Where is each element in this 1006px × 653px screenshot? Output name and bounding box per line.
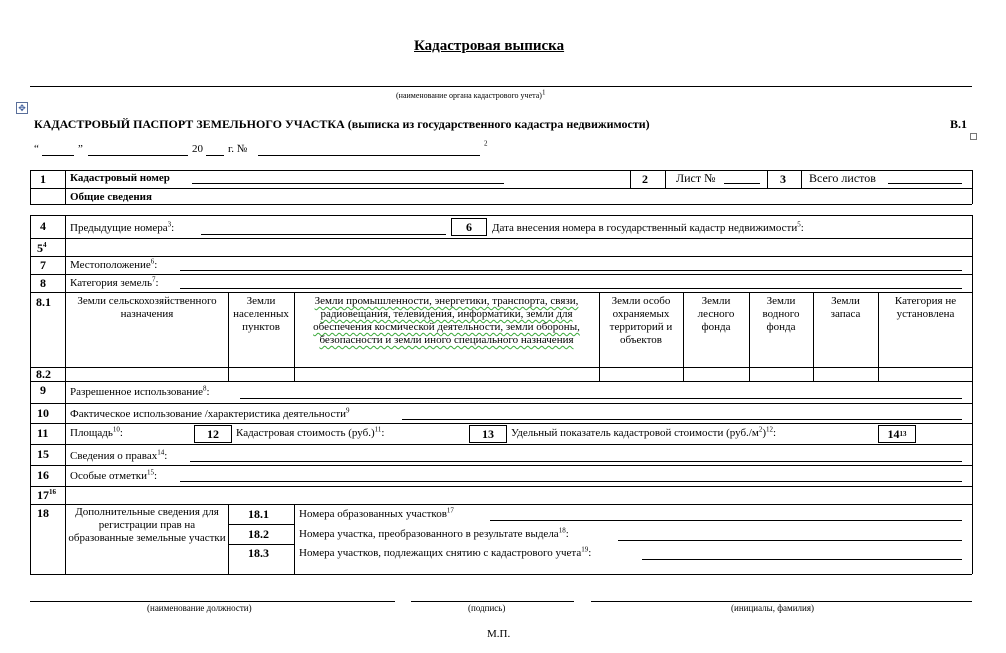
cat-forest: Земли лесного фонда (697, 295, 735, 333)
year-prefix: 20 (192, 143, 203, 155)
organ-caption: (наименование органа кадастрового учета)$^1$ (396, 88, 546, 100)
cadastral-number-field[interactable] (192, 183, 504, 184)
actual-use-field[interactable] (402, 419, 962, 420)
row-10-number: 10 (37, 406, 49, 420)
cat-settlements: Земли населенных пунктов (233, 295, 289, 333)
actual-use-label: Фактическое использование /характеристика деятельности$^9$ (70, 406, 350, 420)
day-blank[interactable] (42, 155, 74, 156)
row-8-1-number: 8.1 (36, 295, 51, 309)
row-7-number: 7 (40, 258, 46, 272)
row-15-number: 15 (37, 447, 49, 461)
row-13-number-box: 13 (469, 425, 507, 443)
row-17-number: $17^{16}$ (37, 488, 56, 502)
previous-numbers-label: Предыдущие номера$^3$: (70, 220, 175, 234)
row-12-number-box: 12 (194, 425, 232, 443)
date-quote-open: “ (34, 143, 39, 155)
row-14-number-box: 14 13 (878, 425, 916, 443)
transformed-plot-label: Номера участка, преобразованного в результате выдела$^{18}$: (299, 526, 569, 540)
previous-numbers-field[interactable] (201, 234, 446, 235)
row-4-number: 4 (40, 219, 46, 233)
formed-plots-label: Номера образованных участков$^{17}$ (299, 506, 454, 520)
cadastral-number-label: Кадастровый номер (70, 172, 170, 184)
cat-water: Земли водного фонда (762, 295, 800, 333)
number-prefix: г. № (228, 143, 248, 155)
specific-value-label: Удельный показатель кадастровой стоимости $(руб./м^2)^{12}$: (511, 425, 777, 439)
row-18-2-number: 18.2 (248, 527, 269, 541)
row-2-number: 2 (642, 172, 648, 186)
cat-industrial: Земли промышленности, энергетики, транспорта, связи, радиовещания, телевидения, информатики, земли для обеспечения космической деятельности, земли обороны, безопасности и земли иного специального назначения (313, 295, 580, 346)
row-1-number: 1 (40, 172, 46, 186)
signature-caption: (подпись) (468, 603, 506, 613)
row-6-number-box: 6 (451, 218, 487, 236)
stamp-place: М.П. (487, 628, 511, 640)
special-notes-label: Особые отметки$^{15}$: (70, 468, 158, 482)
additional-info-label: Дополнительные сведения для регистрации прав на образованные земельные участки (68, 506, 226, 544)
date-quote-close: ” (78, 143, 83, 155)
total-sheets-field[interactable] (888, 183, 962, 184)
row-11-number: 11 (37, 426, 49, 440)
document-title: Кадастровая выписка (414, 38, 565, 54)
special-notes-field[interactable] (180, 481, 962, 482)
move-handle-icon[interactable]: ✥ (16, 102, 28, 114)
transformed-plot-field[interactable] (618, 540, 962, 541)
area-label: Площадь$^{10}$: (70, 425, 123, 439)
land-category-label: Категория земель$^7$: (70, 275, 159, 289)
row-18-1-number: 18.1 (248, 507, 269, 521)
row-18-number: 18 (37, 506, 49, 520)
row-5-number: $5^4$ (37, 241, 47, 255)
location-field[interactable] (180, 270, 962, 271)
general-info-heading: Общие сведения (70, 191, 152, 203)
deregistered-plots-field[interactable] (642, 559, 962, 560)
rights-info-label: Сведения о правах$^{14}$: (70, 448, 168, 462)
organ-line (30, 86, 972, 87)
name-caption: (инициалы, фамилия) (731, 603, 814, 613)
number-blank[interactable] (258, 155, 480, 156)
total-sheets-label: Всего листов (809, 171, 876, 185)
cadastral-value-label: Кадастровая стоимость $(руб.)^{11}$: (236, 425, 385, 439)
date-footnote: 2 (484, 139, 488, 148)
entry-date-label: Дата внесения номера в государственный кадастр недвижимости$^5$: (492, 220, 804, 234)
year-blank[interactable] (206, 155, 224, 156)
resize-handle[interactable] (970, 133, 977, 140)
permitted-use-field[interactable] (240, 398, 962, 399)
cat-agricultural: Земли сельскохозяйственного назначения (77, 295, 217, 320)
row-8-number: 8 (40, 276, 46, 290)
row-3-number: 3 (780, 172, 786, 186)
rights-info-field[interactable] (190, 461, 962, 462)
row-18-3-number: 18.3 (248, 546, 269, 560)
cat-not-set: Категория не установлена (894, 295, 957, 320)
row-8-2-number: 8.2 (36, 367, 51, 381)
sheet-label: Лист № (676, 171, 716, 185)
row-9-number: 9 (40, 383, 46, 397)
formed-plots-field[interactable] (490, 520, 962, 521)
sheet-field[interactable] (724, 183, 760, 184)
location-label: Местоположение$^6$: (70, 257, 158, 271)
month-blank[interactable] (88, 155, 188, 156)
deregistered-plots-label: Номера участков, подлежащих снятию с кадастрового учета$^{19}$: (299, 545, 592, 559)
form-code: В.1 (950, 117, 968, 131)
row-16-number: 16 (37, 468, 49, 482)
cat-reserve: Земли запаса (830, 295, 861, 320)
cat-protected: Земли особо охраняемых территорий и объектов (609, 295, 673, 346)
position-caption: (наименование должности) (147, 603, 252, 613)
permitted-use-label: Разрешенное использование$^8$: (70, 384, 210, 398)
land-category-field[interactable] (180, 288, 962, 289)
passport-title: КАДАСТРОВЫЙ ПАСПОРТ ЗЕМЕЛЬНОГО УЧАСТКА (выписка из государственного кадастра недвижимости) (34, 117, 650, 131)
